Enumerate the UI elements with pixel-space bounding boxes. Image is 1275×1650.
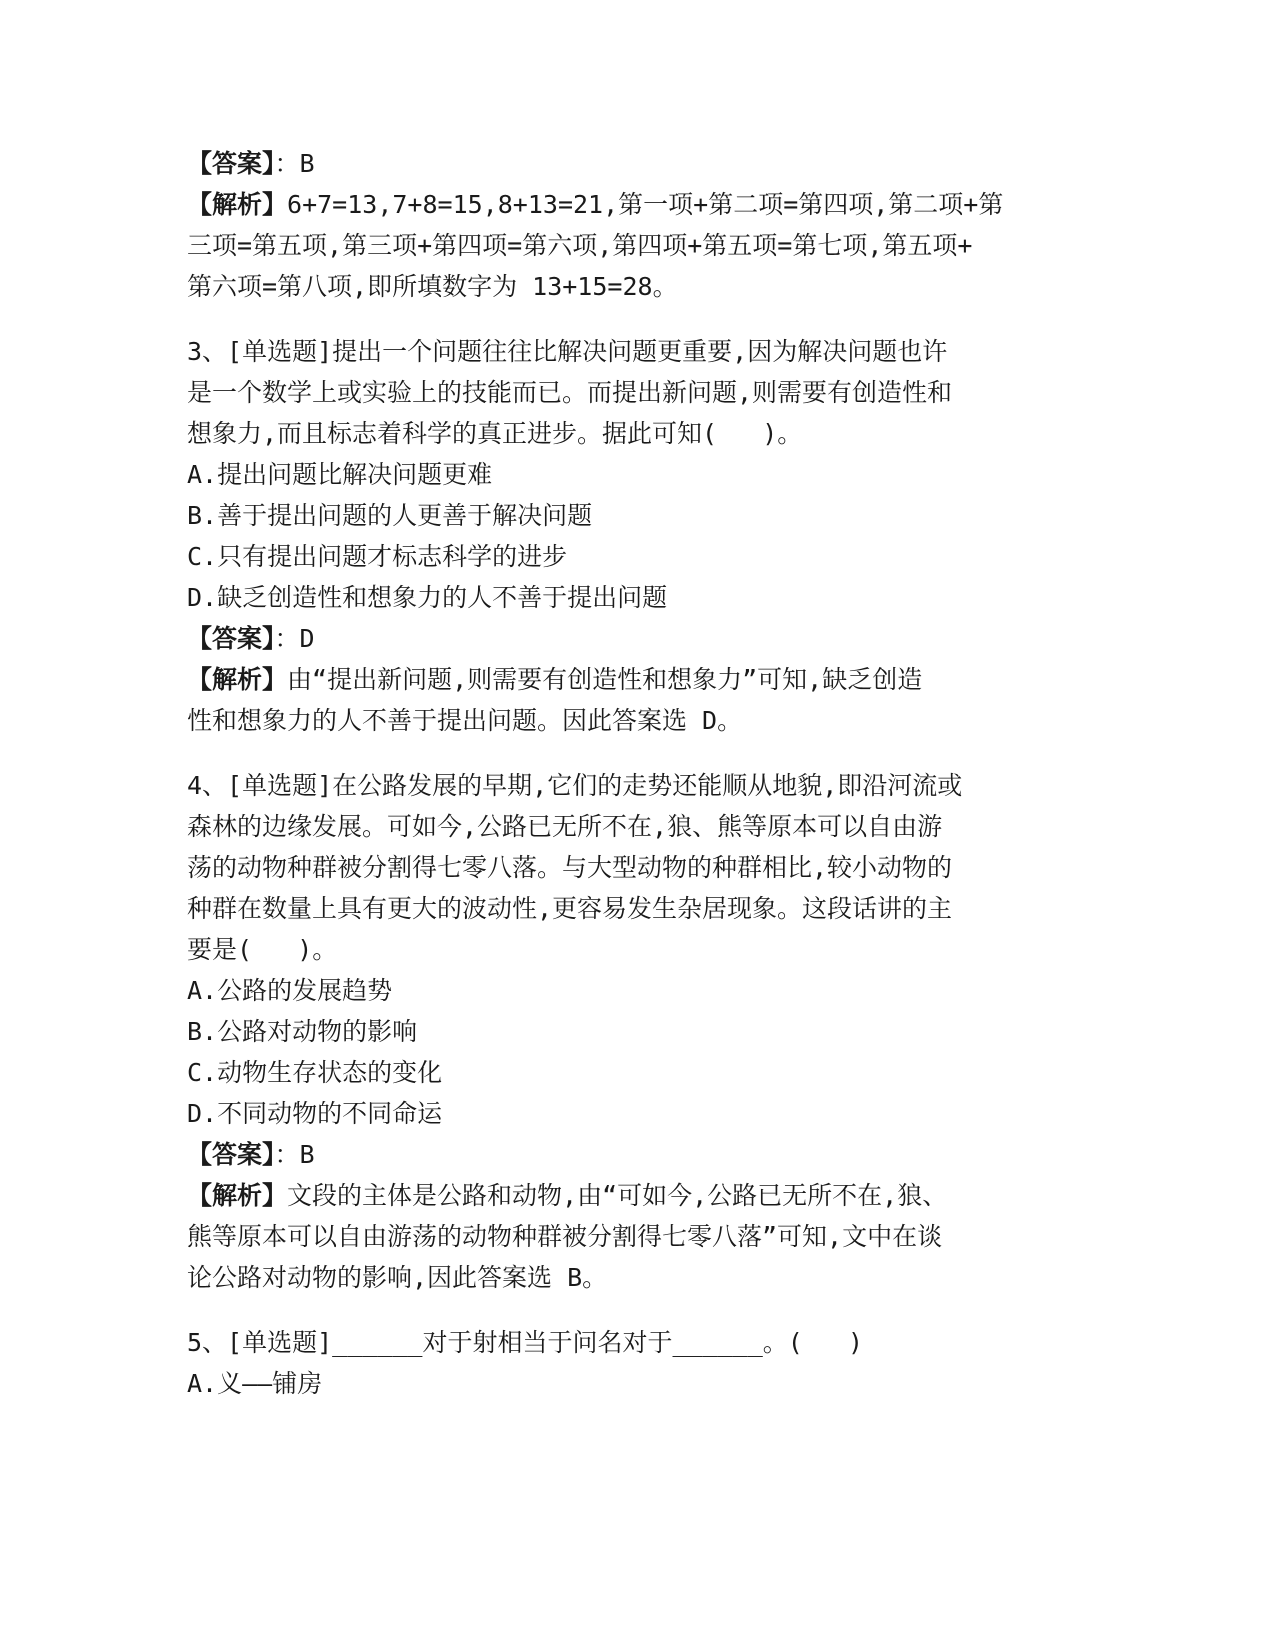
answer-line xyxy=(187,143,1087,184)
question-stem: 3、[单选题]提出一个问题往往比解决问题更重要,因为解决问题也许 xyxy=(187,337,948,366)
answer-label: 【答案】 xyxy=(187,149,275,178)
answer-label: 【答案】 xyxy=(187,1140,275,1169)
analysis-line xyxy=(187,184,1087,225)
answer-line xyxy=(187,1134,1087,1175)
analysis-line xyxy=(187,1175,1087,1216)
analysis-text: 文段的主体是公路和动物,由“可如今,公路已无所不在,狼、 xyxy=(287,1181,948,1210)
analysis-label: 【解析】 xyxy=(187,1181,288,1210)
answer-label: 【答案】 xyxy=(187,624,275,653)
analysis-text: 论公路对动物的影响,因此答案选 B。 xyxy=(187,1263,608,1292)
analysis-text: 熊等原本可以自由游荡的动物种群被分割得七零八落”可知,文中在谈 xyxy=(187,1222,943,1251)
option-a: A.提出问题比解决问题更难 xyxy=(187,460,493,489)
analysis-text: 由“提出新问题,则需要有创造性和想象力”可知,缺乏创造 xyxy=(287,665,923,694)
question-stem: 想象力,而且标志着科学的真正进步。据此可知( )。 xyxy=(187,419,803,448)
option-b: B.公路对动物的影响 xyxy=(187,1017,418,1046)
option-c: C.只有提出问题才标志科学的进步 xyxy=(187,542,568,571)
option-d: D.缺乏创造性和想象力的人不善于提出问题 xyxy=(187,583,668,612)
analysis-line xyxy=(187,659,1087,700)
answer-value: ：B xyxy=(274,149,315,178)
question-stem: 5、[单选题]______对于射相当于问名对于______。( ) xyxy=(187,1328,864,1357)
answer-line xyxy=(187,618,1087,659)
question-stem: 森林的边缘发展。可如今,公路已无所不在,狼、熊等原本可以自由游 xyxy=(187,812,943,841)
answer-value: ：D xyxy=(274,624,315,653)
question-stem: 荡的动物种群被分割得七零八落。与大型动物的种群相比,较小动物的 xyxy=(187,853,953,882)
analysis-text: 性和想象力的人不善于提出问题。因此答案选 D。 xyxy=(187,706,743,735)
analysis-label: 【解析】 xyxy=(187,190,288,219)
question-stem: 种群在数量上具有更大的波动性,更容易发生杂居现象。这段话讲的主 xyxy=(187,894,953,923)
option-a: A.公路的发展趋势 xyxy=(187,976,393,1005)
question-stem: 要是( )。 xyxy=(187,935,338,964)
analysis-text: 第六项=第八项,即所填数字为 13+15=28。 xyxy=(187,272,678,301)
option-c: C.动物生存状态的变化 xyxy=(187,1058,443,1087)
question-stem: 4、[单选题]在公路发展的早期,它们的走势还能顺从地貌,即沿河流或 xyxy=(187,771,963,800)
document-page xyxy=(187,143,1087,1404)
analysis-text: 三项=第五项,第三项+第四项=第六项,第四项+第五项=第七项,第五项+ xyxy=(187,231,973,260)
option-d: D.不同动物的不同命运 xyxy=(187,1099,443,1128)
option-b: B.善于提出问题的人更善于解决问题 xyxy=(187,501,593,530)
analysis-label: 【解析】 xyxy=(187,665,288,694)
option-a: A.义——铺房 xyxy=(187,1369,323,1398)
answer-value: ：B xyxy=(274,1140,315,1169)
analysis-text: 6+7=13,7+8=15,8+13=21,第一项+第二项=第四项,第二项+第 xyxy=(287,190,1004,219)
question-stem: 是一个数学上或实验上的技能而已。而提出新问题,则需要有创造性和 xyxy=(187,378,953,407)
